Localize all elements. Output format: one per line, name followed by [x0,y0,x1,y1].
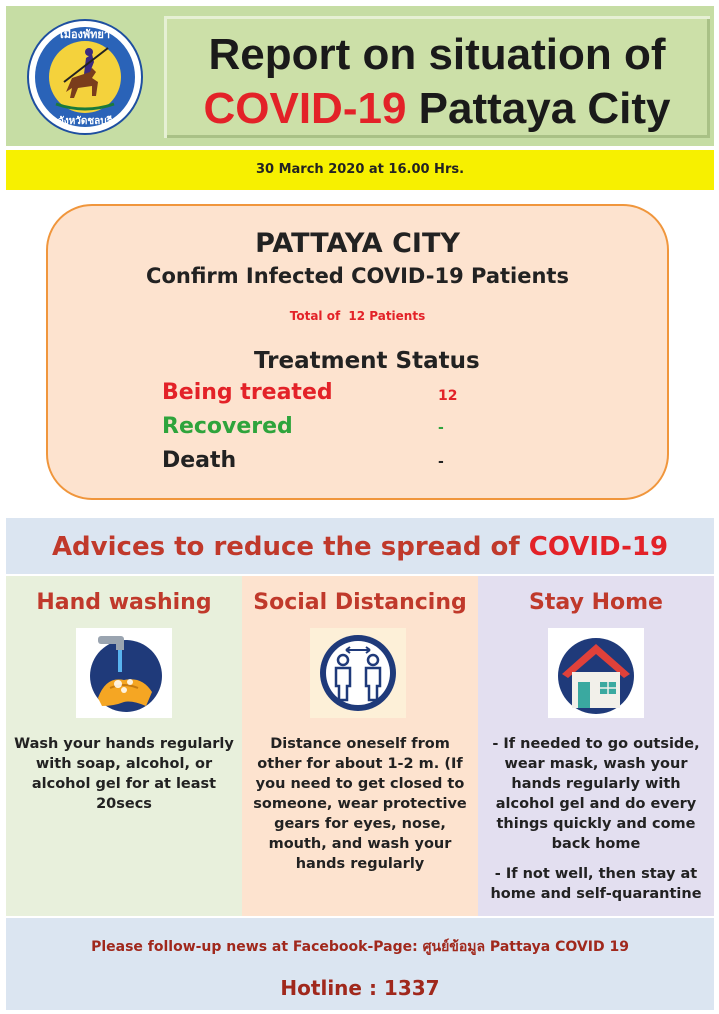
city-seal-icon [26,18,144,136]
advice-title-highlight: COVID-19 [528,532,669,562]
status-value-treated: 12 [438,388,458,404]
social-distancing-icon [310,628,406,718]
pattaya-city-seal [26,18,144,136]
status-card [46,204,669,500]
hand-washing-icon [76,628,172,718]
title-covid-highlight: COVID-19 [203,84,407,133]
hand-washing-text: Wash your hands regularly with soap, alcohol, or alcohol gel for at least 20secs [14,736,234,812]
page-title-line1: Report on situation of [208,30,666,79]
city-title: PATTAYA CITY [255,228,460,259]
advice-social-distancing [242,576,478,916]
follow-prefix: Please follow-up news at Facebook-Page: [91,939,423,955]
treatment-status-title: Treatment Status [254,348,480,374]
header-banner [6,6,714,146]
hand-washing-title: Hand washing [36,590,212,615]
title-box [164,16,710,138]
facebook-page-name: ศูนย์ข้อมูล Pattaya COVID 19 [422,939,629,955]
footer [6,918,714,1010]
facebook-follow-text [6,936,714,958]
svg-text:เมืองพัทยา: เมืองพัทยา [59,28,111,41]
stay-home-text-quarantine: - If not well, then stay at home and self-quarantine [490,866,702,902]
svg-text:จังหวัดชลบุรี: จังหวัดชลบุรี [57,116,113,127]
hotline: Hotline : 1337 [280,976,440,1000]
report-date: 30 March 2020 at 16.00 Hrs. [6,150,714,190]
stay-home-title: Stay Home [529,590,663,615]
status-label-death: Death [162,448,237,473]
status-label-recovered: Recovered [162,414,293,439]
advice-stay-home [478,576,714,916]
advice-title-prefix: Advices to reduce the spread of [51,532,529,562]
advice-title [6,518,714,574]
total-prefix: Total of [289,309,341,323]
stay-home-text-outside: - If needed to go outside, wear mask, wash your hands regularly with alcohol gel and do every things quickly and come back home [492,736,700,852]
social-distancing-title: Social Distancing [253,590,467,615]
status-value-death: - [438,454,444,470]
city-subtitle: Confirm Infected COVID-19 Patients [146,264,569,288]
advice-hand-washing [6,576,242,916]
total-patients [48,309,667,323]
page-title-line2 [164,84,710,134]
status-label-treated: Being treated [162,380,333,405]
title-city: Pattaya City [406,84,671,133]
social-distancing-text: Distance oneself from other for about 1-2 m. (If you need to get closed to someone, wear protective gears for eyes, nose, mouth, and wash your hands regularly [253,736,467,872]
house-icon [548,628,644,718]
total-value: 12 Patients [348,309,426,323]
status-value-recovered: - [438,420,444,436]
